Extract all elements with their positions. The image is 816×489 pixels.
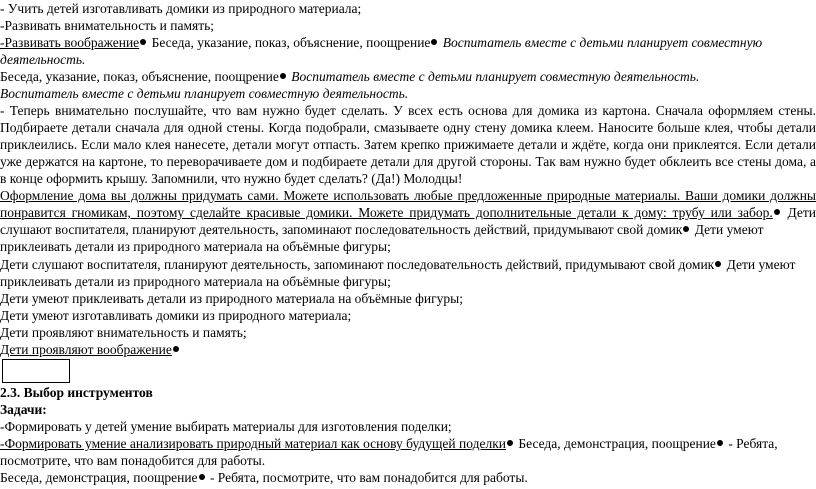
- result-line-5: [0, 290, 816, 307]
- result-line-4: [0, 273, 816, 290]
- underlined-text: -Развивать воображение: [0, 35, 140, 50]
- underlined-text: Оформление дома вы должны придумать сами. Можете использовать любые предложенные природные материалы. Ваши домики должны: [0, 188, 816, 203]
- label-text: Задачи:: [0, 402, 47, 417]
- instruction-line-3: [0, 136, 816, 153]
- text: приклеились. Если мало клея нанесете, детали могут отпасть. Затем крепко прижимаете детали и ждёте, когда они приклеятся. Если детали: [0, 137, 816, 152]
- underlined-text: понравится гномикам, поэтому сделайте красивые домики. Можете придумать дополнительные детали к дому: трубу или забор.: [0, 205, 773, 220]
- italic-text: Воспитатель вместе с детьми планирует совместную деятельность.: [287, 69, 700, 84]
- italic-text: Воспитатель вместе с детьми планирует совместную: [439, 35, 763, 50]
- instruction-line-1: [0, 102, 816, 119]
- bullet-icon: [173, 346, 179, 352]
- goal-line-2: [0, 17, 816, 34]
- text: - Теперь внимательно послушайте, что вам нужно будет сделать. У всех есть основа для домика из картона. Сначала оформляем стены.: [0, 103, 816, 118]
- bullet-icon: [280, 73, 286, 79]
- underlined-text: Дети проявляют воображение: [0, 342, 172, 357]
- task-line-2: [0, 435, 816, 452]
- heading-text: 2.3. Выбор инструментов: [0, 385, 153, 400]
- italic-text: деятельность.: [0, 52, 86, 67]
- underlined-text: -Формировать умение анализировать природный материал как основу будущей поделки: [0, 436, 506, 451]
- text: Дети слушают воспитателя, планируют деятельность, запоминают последовательность действий, придумывают свой домик: [0, 257, 715, 272]
- text: Беседа, указание, показ, объяснение, поощрение: [0, 69, 279, 84]
- instruction-line-5: [0, 170, 816, 187]
- text: слушают воспитателя, планируют деятельность, запоминают последовательность действий, придумывают свой домик: [0, 222, 683, 237]
- text: Дети умеют: [691, 222, 764, 237]
- line-6: [0, 85, 816, 102]
- line-26: [0, 452, 816, 469]
- text: уже держатся на картоне, то переворачиваете дом и подбираете детали для другой стороны. Так вам нужно будет обклеить все стены дома, а: [0, 154, 816, 169]
- line-27: [0, 469, 816, 486]
- result-line-8: [0, 341, 816, 358]
- task-line-1: [0, 418, 816, 435]
- text: Беседа, указание, показ, объяснение, поощрение: [148, 35, 431, 50]
- text: Дети умеют приклеивать детали из природного материала на объёмные фигуры;: [0, 291, 463, 306]
- text: -Развивать внимательность и память;: [0, 18, 215, 33]
- bullet-icon: [717, 440, 723, 446]
- text: посмотрите, что вам понадобится для работы.: [0, 453, 266, 468]
- design-line-2: [0, 204, 816, 221]
- tasks-label: [0, 401, 816, 418]
- text: - Ребята, посмотрите, что вам понадобится для работы.: [206, 470, 528, 485]
- text: Дети: [781, 205, 816, 220]
- bullet-icon: [507, 440, 513, 446]
- text: - Ребята,: [724, 436, 778, 451]
- goal-line-1: [0, 0, 816, 17]
- section-heading: [0, 384, 816, 401]
- instruction-line-2: [0, 119, 816, 136]
- bullet-icon: [431, 39, 437, 45]
- text: - Учить детей изготавливать домики из природного материала;: [0, 1, 362, 16]
- result-line-2: [0, 238, 816, 255]
- line-5: [0, 68, 816, 85]
- text: приклеивать детали из природного материала на объёмные фигуры;: [0, 239, 391, 254]
- text: Беседа, демонстрация, поощрение: [0, 470, 198, 485]
- italic-text: Воспитатель вместе с детьми планирует совместную деятельность.: [0, 86, 409, 101]
- bullet-icon: [683, 226, 689, 232]
- bullet-icon: [140, 39, 146, 45]
- bullet-icon: [774, 209, 780, 215]
- bullet-icon: [199, 474, 205, 480]
- goal-line-3: [0, 34, 816, 51]
- text: в конце оформить крышу. Запомнили, что нужно будет сделать? (Да!) Молодцы!: [0, 171, 463, 186]
- text: Дети умеют: [723, 257, 796, 272]
- text: Подбираете детали сначала для одной стены. Когда подобрали, смазываете одну стену домика клеем. Наносите больше клея, чтобы детали: [0, 120, 816, 135]
- result-line-3: [0, 256, 816, 273]
- empty-table-cell: [2, 359, 70, 383]
- bullet-icon: [715, 261, 721, 267]
- design-line-1: [0, 187, 816, 204]
- result-line-1: [0, 221, 816, 238]
- text: Беседа, демонстрация, поощрение: [515, 436, 716, 451]
- text: -Формировать у детей умение выбирать материалы для изготовления поделки;: [0, 419, 452, 434]
- line-4: [0, 51, 816, 68]
- result-line-7: [0, 324, 816, 341]
- text: Дети проявляют внимательность и память;: [0, 325, 247, 340]
- result-line-6: [0, 307, 816, 324]
- instruction-line-4: [0, 153, 816, 170]
- text: приклеивать детали из природного материала на объёмные фигуры;: [0, 274, 391, 289]
- text: Дети умеют изготавливать домики из природного материала;: [0, 308, 352, 323]
